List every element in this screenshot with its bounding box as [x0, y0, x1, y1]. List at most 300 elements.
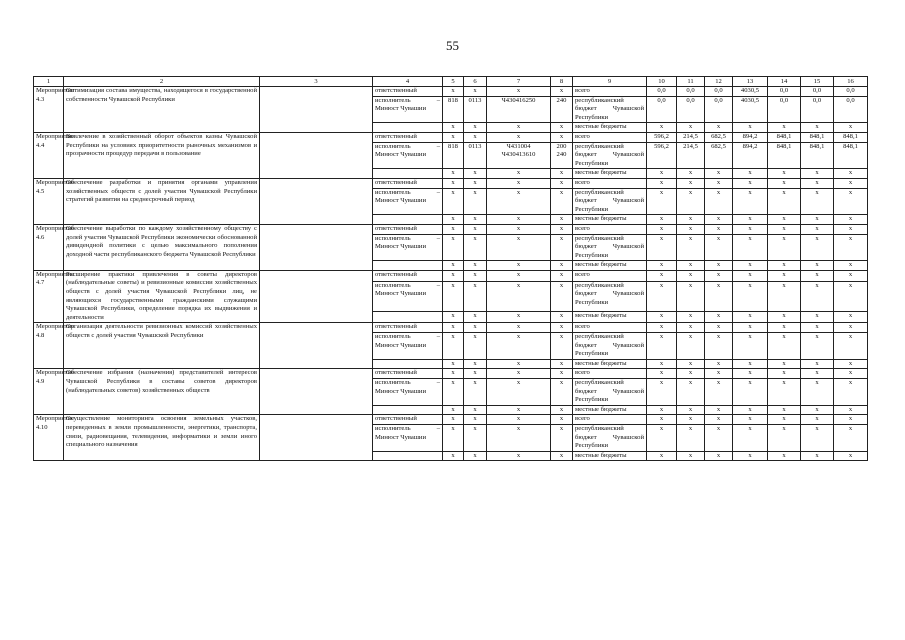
value-year-5: x	[768, 451, 801, 461]
budget-code-3: x	[487, 359, 551, 369]
measure-col3	[260, 369, 373, 415]
value-year-7: x	[834, 188, 868, 215]
value-year-4: x	[733, 234, 768, 261]
value-year-1: 596,2	[647, 132, 677, 142]
value-year-7: x	[834, 424, 868, 451]
value-year-4: x	[733, 123, 768, 133]
executor: исполнитель – Минюст Чувашии	[373, 234, 443, 261]
value-year-3: x	[705, 379, 733, 406]
budget-code-3: x	[487, 451, 551, 461]
value-year-7: x	[834, 323, 868, 333]
budget-code-4: x	[551, 270, 573, 281]
budget-code-2: x	[464, 451, 487, 461]
budget-code-2: x	[464, 188, 487, 215]
value-year-6: x	[801, 188, 834, 215]
column-header-5: 5	[443, 77, 464, 87]
value-year-5: 848,1	[768, 142, 801, 169]
funding-source: республиканский бюджет Чувашской Республики	[573, 188, 647, 215]
value-year-3: x	[705, 333, 733, 360]
value-year-3: 682,5	[705, 142, 733, 169]
funding-source: местные бюджеты	[573, 359, 647, 369]
value-year-7: 0,0	[834, 87, 868, 97]
page-number: 55	[446, 38, 459, 53]
budget-code-1: x	[443, 123, 464, 133]
budget-code-2: x	[464, 169, 487, 179]
budget-code-4: x	[551, 224, 573, 234]
value-year-3: x	[705, 178, 733, 188]
value-year-1: x	[647, 333, 677, 360]
value-year-4: x	[733, 333, 768, 360]
funding-source: республиканский бюджет Чувашской Республики	[573, 96, 647, 123]
budget-code-2: x	[464, 359, 487, 369]
value-year-1: x	[647, 323, 677, 333]
executor: ответственный	[373, 132, 443, 142]
value-year-1: x	[647, 169, 677, 179]
value-year-3: x	[705, 323, 733, 333]
value-year-6: x	[801, 323, 834, 333]
funding-source: всего	[573, 415, 647, 425]
value-year-2: x	[677, 415, 705, 425]
budget-code-3: x	[487, 87, 551, 97]
value-year-4: x	[733, 359, 768, 369]
value-year-5: x	[768, 369, 801, 379]
value-year-7: 848,1	[834, 142, 868, 169]
budget-code-2: 0113	[464, 142, 487, 169]
funding-source: всего	[573, 132, 647, 142]
budget-code-3: x	[487, 178, 551, 188]
budget-code-2: x	[464, 234, 487, 261]
value-year-2: x	[677, 359, 705, 369]
budget-code-3: x	[487, 169, 551, 179]
executor: исполнитель – Минюст Чувашии	[373, 142, 443, 169]
executor: ответственный	[373, 87, 443, 97]
value-year-6: 848,1	[801, 132, 834, 142]
budget-code-3: x	[487, 281, 551, 312]
value-year-5: x	[768, 215, 801, 225]
funding-source: республиканский бюджет Чувашской Республики	[573, 379, 647, 406]
budget-code-4: x	[551, 261, 573, 271]
table-row	[34, 178, 868, 188]
budget-code-4: 200 240	[551, 142, 573, 169]
value-year-5: x	[768, 123, 801, 133]
funding-source: всего	[573, 323, 647, 333]
budget-code-3: x	[487, 333, 551, 360]
value-year-1: x	[647, 234, 677, 261]
value-year-3: 0,0	[705, 96, 733, 123]
measure-id: Мероприятие 4.8	[34, 323, 64, 369]
column-header-11: 11	[677, 77, 705, 87]
value-year-7: x	[834, 261, 868, 271]
value-year-6: x	[801, 333, 834, 360]
value-year-7: x	[834, 215, 868, 225]
value-year-7: x	[834, 405, 868, 415]
value-year-2: x	[677, 312, 705, 323]
value-year-6: x	[801, 224, 834, 234]
budget-code-1: x	[443, 188, 464, 215]
value-year-1: 0,0	[647, 87, 677, 97]
value-year-4: x	[733, 270, 768, 281]
budget-code-4: x	[551, 178, 573, 188]
value-year-2: x	[677, 323, 705, 333]
measure-id: Мероприятие 4.10	[34, 415, 64, 461]
budget-code-3: x	[487, 270, 551, 281]
budget-code-4: x	[551, 405, 573, 415]
measure-id: Мероприятие 4.3	[34, 87, 64, 133]
value-year-5: x	[768, 415, 801, 425]
executor	[373, 123, 443, 133]
value-year-2: x	[677, 405, 705, 415]
value-year-1: x	[647, 369, 677, 379]
value-year-3: 682,5	[705, 132, 733, 142]
budget-code-1: x	[443, 323, 464, 333]
value-year-7: x	[834, 281, 868, 312]
budget-code-4: x	[551, 379, 573, 406]
budget-code-4: x	[551, 369, 573, 379]
table-row	[34, 270, 868, 281]
measure-col3	[260, 87, 373, 133]
value-year-2: x	[677, 215, 705, 225]
funding-source: республиканский бюджет Чувашской Республики	[573, 281, 647, 312]
value-year-1: x	[647, 359, 677, 369]
value-year-4: x	[733, 369, 768, 379]
value-year-1: x	[647, 379, 677, 406]
funding-source: всего	[573, 178, 647, 188]
measure-col3	[260, 224, 373, 270]
value-year-6: x	[801, 359, 834, 369]
value-year-6: x	[801, 405, 834, 415]
value-year-2: x	[677, 234, 705, 261]
budget-code-2: x	[464, 281, 487, 312]
executor: исполнитель – Минюст Чувашии	[373, 424, 443, 451]
value-year-7: x	[834, 224, 868, 234]
value-year-1: x	[647, 188, 677, 215]
budget-code-2: x	[464, 270, 487, 281]
value-year-4: x	[733, 323, 768, 333]
value-year-7: 0,0	[834, 96, 868, 123]
budget-code-1: x	[443, 281, 464, 312]
column-header-1: 1	[34, 77, 64, 87]
value-year-4: x	[733, 261, 768, 271]
budget-code-2: x	[464, 323, 487, 333]
executor: исполнитель – Минюст Чувашии	[373, 281, 443, 312]
funding-source: местные бюджеты	[573, 123, 647, 133]
value-year-6: x	[801, 261, 834, 271]
budget-code-1: x	[443, 224, 464, 234]
value-year-7: x	[834, 169, 868, 179]
value-year-4: x	[733, 178, 768, 188]
value-year-4: 4030,5	[733, 87, 768, 97]
value-year-5: x	[768, 379, 801, 406]
value-year-6: x	[801, 215, 834, 225]
executor	[373, 215, 443, 225]
column-header-6: 6	[464, 77, 487, 87]
funding-source: местные бюджеты	[573, 215, 647, 225]
budget-code-4: x	[551, 451, 573, 461]
funding-source: местные бюджеты	[573, 169, 647, 179]
value-year-5: x	[768, 169, 801, 179]
value-year-7: x	[834, 451, 868, 461]
funding-source: республиканский бюджет Чувашской Республики	[573, 142, 647, 169]
value-year-1: 596,2	[647, 142, 677, 169]
measure-description: Оптимизация состава имущества, находящегося в государственной собственности Чувашской Республики	[64, 87, 260, 133]
budget-table	[33, 76, 868, 461]
budget-code-1: x	[443, 451, 464, 461]
budget-code-2: x	[464, 333, 487, 360]
value-year-5: x	[768, 188, 801, 215]
column-header-16: 16	[834, 77, 868, 87]
value-year-7: x	[834, 234, 868, 261]
funding-source: республиканский бюджет Чувашской Республики	[573, 234, 647, 261]
value-year-3: x	[705, 169, 733, 179]
budget-code-3: x	[487, 323, 551, 333]
value-year-3: x	[705, 123, 733, 133]
budget-code-2: x	[464, 369, 487, 379]
value-year-3: x	[705, 424, 733, 451]
value-year-7: x	[834, 369, 868, 379]
value-year-6: x	[801, 281, 834, 312]
value-year-4: 4030,5	[733, 96, 768, 123]
value-year-2: x	[677, 123, 705, 133]
budget-code-4: x	[551, 424, 573, 451]
value-year-4: x	[733, 215, 768, 225]
value-year-3: x	[705, 261, 733, 271]
budget-code-1: 818	[443, 142, 464, 169]
measure-description: Осуществление мониторинга освоения земельных участков, переведенных в земли промышленности, энергетики, транспорта, связи, радиовещания, телевидения, информатики и земли иного специального назначения	[64, 415, 260, 461]
table-row	[34, 87, 868, 97]
value-year-7: x	[834, 178, 868, 188]
value-year-5: x	[768, 234, 801, 261]
value-year-2: x	[677, 261, 705, 271]
value-year-7: x	[834, 379, 868, 406]
budget-code-1: x	[443, 234, 464, 261]
executor	[373, 312, 443, 323]
budget-code-2: x	[464, 261, 487, 271]
budget-code-4: x	[551, 333, 573, 360]
budget-code-1: 818	[443, 96, 464, 123]
measure-description: Расширение практики привлечения в советы директоров (наблюдательные советы) и ревизионные комиссии хозяйственных обществ с долей участия Чувашской Республики лиц, не являющихся государственными гражданскими служащими Чувашской Республики, определение порядка их выдвижения и деятельности	[64, 270, 260, 323]
measure-description: Обеспечение разработки и принятия органами управления хозяйственных обществ с долей участия Чувашской Республики стратегий развития на среднесрочный период	[64, 178, 260, 224]
value-year-1: x	[647, 215, 677, 225]
value-year-5: 0,0	[768, 96, 801, 123]
value-year-6: 0,0	[801, 87, 834, 97]
value-year-1: x	[647, 312, 677, 323]
executor	[373, 169, 443, 179]
value-year-4: x	[733, 281, 768, 312]
funding-source: всего	[573, 270, 647, 281]
value-year-6: x	[801, 369, 834, 379]
executor: ответственный	[373, 415, 443, 425]
value-year-3: x	[705, 215, 733, 225]
column-header-4: 4	[373, 77, 443, 87]
value-year-6: x	[801, 415, 834, 425]
budget-code-3: x	[487, 261, 551, 271]
executor	[373, 405, 443, 415]
value-year-7: x	[834, 333, 868, 360]
budget-code-1: x	[443, 405, 464, 415]
value-year-5: x	[768, 178, 801, 188]
value-year-5: x	[768, 261, 801, 271]
measure-id: Мероприятие 4.6	[34, 224, 64, 270]
value-year-7: x	[834, 270, 868, 281]
budget-code-3: x	[487, 224, 551, 234]
budget-code-2: x	[464, 415, 487, 425]
column-header-14: 14	[768, 77, 801, 87]
budget-code-4: x	[551, 359, 573, 369]
budget-code-3: x	[487, 234, 551, 261]
budget-code-3: x	[487, 123, 551, 133]
value-year-2: 0,0	[677, 87, 705, 97]
executor	[373, 451, 443, 461]
budget-code-4: x	[551, 234, 573, 261]
value-year-5: x	[768, 424, 801, 451]
value-year-2: x	[677, 270, 705, 281]
value-year-6: x	[801, 123, 834, 133]
funding-source: всего	[573, 87, 647, 97]
budget-code-4: 240	[551, 96, 573, 123]
funding-source: всего	[573, 224, 647, 234]
value-year-1: x	[647, 451, 677, 461]
measure-col3	[260, 323, 373, 369]
budget-code-4: x	[551, 312, 573, 323]
value-year-1: x	[647, 424, 677, 451]
value-year-6: x	[801, 234, 834, 261]
budget-code-3: x	[487, 379, 551, 406]
executor: ответственный	[373, 270, 443, 281]
budget-table-wrapper	[33, 76, 867, 461]
value-year-2: 0,0	[677, 96, 705, 123]
value-year-2: x	[677, 178, 705, 188]
budget-code-3: x	[487, 405, 551, 415]
budget-code-1: x	[443, 369, 464, 379]
measure-description: Вовлечение в хозяйственный оборот объектов казны Чувашской Республики на условиях приоритетности рыночных механизмов и прозрачности процедур передачи в пользование	[64, 132, 260, 178]
budget-code-4: x	[551, 188, 573, 215]
funding-source: республиканский бюджет Чувашской Республики	[573, 333, 647, 360]
measure-col3	[260, 132, 373, 178]
table-row	[34, 369, 868, 379]
value-year-6: x	[801, 312, 834, 323]
executor: ответственный	[373, 323, 443, 333]
budget-code-1: x	[443, 215, 464, 225]
measure-id: Мероприятие 4.5	[34, 178, 64, 224]
value-year-5: x	[768, 281, 801, 312]
value-year-3: x	[705, 415, 733, 425]
funding-source: местные бюджеты	[573, 451, 647, 461]
budget-code-4: x	[551, 169, 573, 179]
value-year-4: x	[733, 405, 768, 415]
value-year-4: x	[733, 224, 768, 234]
budget-code-1: x	[443, 261, 464, 271]
value-year-6: x	[801, 169, 834, 179]
value-year-1: x	[647, 405, 677, 415]
budget-code-4: x	[551, 323, 573, 333]
table-row	[34, 323, 868, 333]
value-year-3: x	[705, 451, 733, 461]
budget-code-3: x	[487, 188, 551, 215]
measure-id: Мероприятие 4.7	[34, 270, 64, 323]
budget-code-1: x	[443, 312, 464, 323]
budget-code-3: x	[487, 424, 551, 451]
budget-code-1: x	[443, 169, 464, 179]
budget-code-2: x	[464, 424, 487, 451]
value-year-2: 214,5	[677, 142, 705, 169]
table-row	[34, 415, 868, 425]
value-year-3: x	[705, 405, 733, 415]
value-year-2: x	[677, 369, 705, 379]
header-row	[34, 77, 868, 87]
funding-source: всего	[573, 369, 647, 379]
funding-source: местные бюджеты	[573, 312, 647, 323]
value-year-4: x	[733, 188, 768, 215]
executor: исполнитель – Минюст Чувашии	[373, 96, 443, 123]
value-year-3: x	[705, 270, 733, 281]
value-year-2: 214,5	[677, 132, 705, 142]
value-year-6: 848,1	[801, 142, 834, 169]
budget-code-4: x	[551, 87, 573, 97]
value-year-2: x	[677, 379, 705, 406]
value-year-3: 0,0	[705, 87, 733, 97]
value-year-4: x	[733, 451, 768, 461]
column-header-12: 12	[705, 77, 733, 87]
value-year-2: x	[677, 281, 705, 312]
budget-code-3: x	[487, 132, 551, 142]
value-year-3: x	[705, 188, 733, 215]
budget-code-1: x	[443, 415, 464, 425]
funding-source: местные бюджеты	[573, 261, 647, 271]
value-year-1: x	[647, 123, 677, 133]
value-year-3: x	[705, 224, 733, 234]
executor	[373, 359, 443, 369]
funding-source: республиканский бюджет Чувашской Республики	[573, 424, 647, 451]
value-year-4: 894,2	[733, 142, 768, 169]
executor: исполнитель – Минюст Чувашии	[373, 333, 443, 360]
value-year-4: x	[733, 424, 768, 451]
value-year-5: x	[768, 224, 801, 234]
value-year-2: x	[677, 169, 705, 179]
value-year-4: 894,2	[733, 132, 768, 142]
value-year-5: x	[768, 405, 801, 415]
value-year-5: 0,0	[768, 87, 801, 97]
value-year-4: x	[733, 169, 768, 179]
value-year-6: x	[801, 270, 834, 281]
value-year-1: x	[647, 281, 677, 312]
value-year-1: x	[647, 224, 677, 234]
value-year-7: x	[834, 415, 868, 425]
executor	[373, 261, 443, 271]
value-year-4: x	[733, 415, 768, 425]
budget-code-2: 0113	[464, 96, 487, 123]
table-row	[34, 132, 868, 142]
measure-description: Организация деятельности ревизионных комиссий хозяйственных обществ с долей участия Чувашской Республики	[64, 323, 260, 369]
budget-code-2: x	[464, 312, 487, 323]
value-year-1: x	[647, 270, 677, 281]
value-year-6: x	[801, 178, 834, 188]
budget-code-1: x	[443, 424, 464, 451]
measure-col3	[260, 178, 373, 224]
value-year-6: x	[801, 451, 834, 461]
budget-code-3: Ч430416250	[487, 96, 551, 123]
table-row	[34, 224, 868, 234]
value-year-3: x	[705, 312, 733, 323]
value-year-3: x	[705, 359, 733, 369]
value-year-1: x	[647, 178, 677, 188]
value-year-2: x	[677, 188, 705, 215]
value-year-3: x	[705, 281, 733, 312]
value-year-5: x	[768, 323, 801, 333]
budget-code-1: x	[443, 333, 464, 360]
value-year-6: x	[801, 379, 834, 406]
budget-code-1: x	[443, 132, 464, 142]
executor: ответственный	[373, 224, 443, 234]
